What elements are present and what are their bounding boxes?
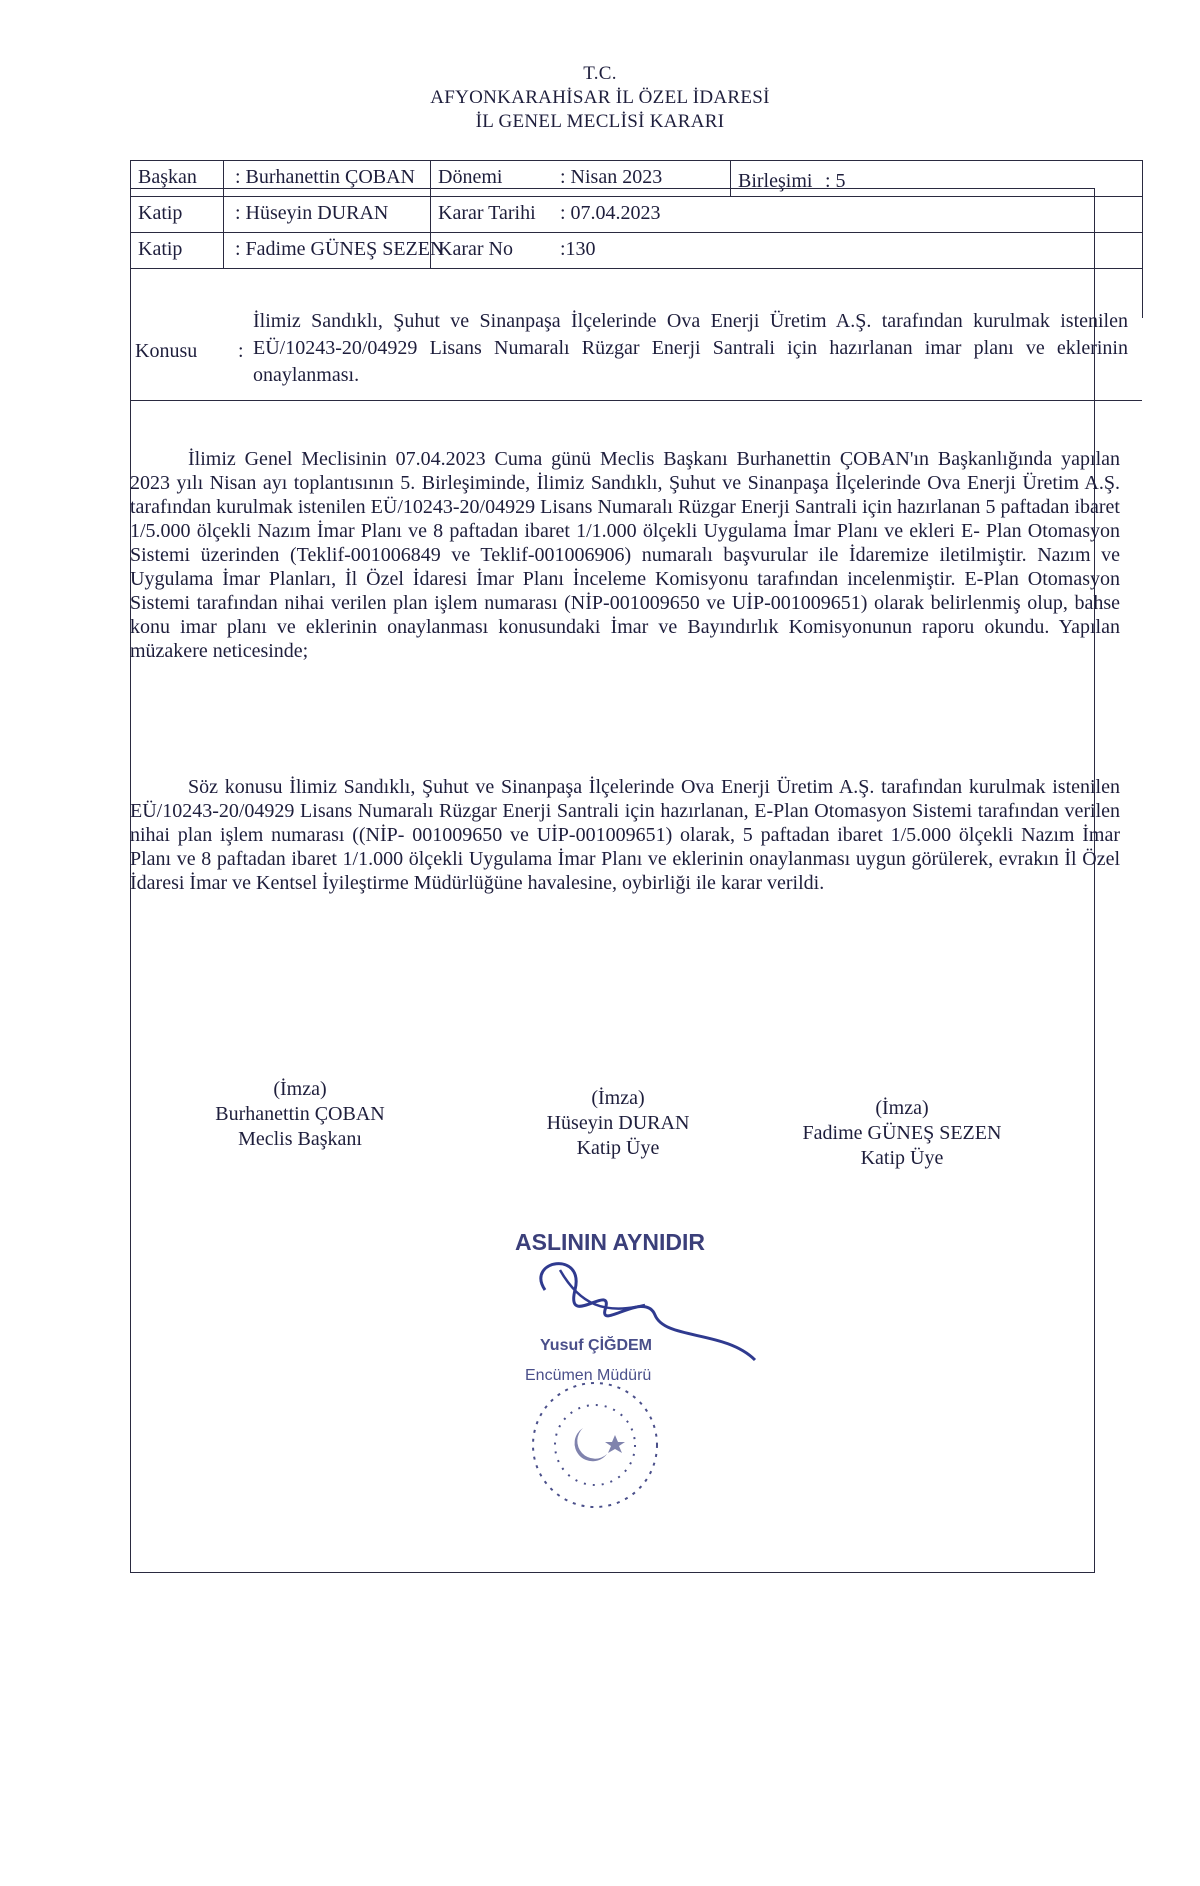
signature-name: Fadime GÜNEŞ SEZEN xyxy=(802,1122,1002,1144)
katip2-label: Katip xyxy=(138,238,183,260)
signature-name: Burhanettin ÇOBAN xyxy=(215,1103,385,1125)
signature-title: Meclis Başkanı xyxy=(238,1128,362,1150)
donem-label: Dönemi xyxy=(438,166,503,188)
header-tc: T.C. xyxy=(583,63,617,84)
karar-no-value: :130 xyxy=(560,238,596,260)
body-paragraph-2: Söz konusu İlimiz Sandıklı, Şuhut ve Sinanpaşa İlçelerinde Ova Enerji Üretim A.Ş. tarafından kurulmak istenilen EÜ/10243-20/04929 Lisans Numaralı Rüzgar Enerji Santrali için hazırlanan, E-Plan Otomasyon Sistemi tarafından verilen nihai plan işlem numarası ((NİP- 001009650 ve UİP-001009651) olarak, 5 paftadan ibaret 1/5.000 ölçekli Nazım İmar Planı ve 8 paftadan ibaret 1/1.000 ölçekli Uygulama İmar Planı ve eklerinin onaylanması uygun görülerek, evrakın İl Özel İdaresi İmar ve Kentsel İyileştirme Müdürlüğüne havalesine, oybirliği ile karar verildi. xyxy=(130,776,1120,894)
header-decision-title: İL GENEL MECLİSİ KARARI xyxy=(475,111,725,132)
baskan-value: : Burhanettin ÇOBAN xyxy=(235,166,415,188)
info-row-katip2 xyxy=(130,232,1142,269)
konusu-colon: : xyxy=(238,340,244,362)
birlesim-label: Birleşimi xyxy=(738,170,813,192)
donem-value: : Nisan 2023 xyxy=(560,166,663,188)
signature-imza: (İmza) xyxy=(273,1078,327,1100)
signature-name: Hüseyin DURAN xyxy=(546,1112,690,1134)
karar-tarihi-label: Karar Tarihi xyxy=(438,202,536,224)
baskan-label: Başkan xyxy=(138,166,197,188)
signature-katip-2 xyxy=(757,1096,1047,1171)
katip1-value: : Hüseyin DURAN xyxy=(235,202,389,224)
signature-baskan xyxy=(180,1077,420,1152)
katip1-label: Katip xyxy=(138,202,183,224)
konusu-text: İlimiz Sandıklı, Şuhut ve Sinanpaşa İlçelerinde Ova Enerji Üretim A.Ş. tarafından kurulmak istenilen EÜ/10243-20/04929 Lisans Numaralı Rüzgar Enerji Santrali için hazırlanan imar planı ve eklerinin onaylanması. xyxy=(253,310,1128,386)
stamp-line3: Encümen Müdürü xyxy=(525,1367,652,1384)
stamp-seal xyxy=(533,1383,657,1507)
signature-imza: (İmza) xyxy=(591,1087,645,1109)
info-row-baskan xyxy=(130,160,1142,197)
birlesim-value: : 5 xyxy=(825,170,846,192)
stamp-line1: ASLININ AYNIDIR xyxy=(515,1229,705,1255)
signature-title: Katip Üye xyxy=(576,1137,660,1159)
signature-imza: (İmza) xyxy=(875,1097,929,1119)
certification-stamp xyxy=(505,1220,765,1510)
info-row-katip1 xyxy=(130,196,1142,233)
stamp-line2: Yusuf ÇİĞDEM xyxy=(540,1337,653,1354)
konusu-label: Konusu xyxy=(135,340,198,362)
katip2-value: : Fadime GÜNEŞ SEZEN xyxy=(235,238,445,260)
signature-title: Katip Üye xyxy=(860,1147,944,1169)
karar-no-label: Karar No xyxy=(438,238,513,260)
document-header xyxy=(0,62,1200,134)
header-institution: AFYONKARAHİSAR İL ÖZEL İDARESİ xyxy=(430,87,770,108)
star-icon xyxy=(605,1435,625,1453)
body-paragraph-1: İlimiz Genel Meclisinin 07.04.2023 Cuma günü Meclis Başkanı Burhanettin ÇOBAN'ın Başkanlığında yapılan 2023 yılı Nisan ayı toplantısının 5. Birleşiminde, İlimiz Sandıklı, Şuhut ve Sinanpaşa İlçelerinde Ova Enerji Üretim A.Ş. tarafından kurulmak istenilen EÜ/10243-20/04929 Lisans Numaralı Rüzgar Enerji Santrali için hazırlanan 5 paftadan ibaret 1/5.000 ölçekli Nazım İmar Planı ve 8 paftadan ibaret 1/1.000 ölçekli Uygulama İmar Planı ve ekleri E- Plan Otomasyon Sistemi üzerinden (Teklif-001006849 ve Teklif-001006906) numaralı başvurular ile İdaremize iletilmiştir. Nazım ve Uygulama İmar Planları, İl Özel İdaresi İmar Planı İnceleme Komisyonu tarafından incelenmiştir. E-Plan Otomasyon Sistemi tarafından nihai verilen plan işlem numarası (NİP-001009650 ve UİP-001009651) olarak belirlenmiş olup, bahse konu imar planı ve eklerinin onaylanması konusundaki İmar ve Bayındırlık Komisyonunun raporu okundu. Yapılan müzakere neticesinde; xyxy=(130,448,1120,662)
signature-katip-1 xyxy=(498,1086,738,1161)
crescent-icon xyxy=(575,1428,607,1461)
konusu-bottom-border xyxy=(130,400,1142,401)
karar-tarihi-value: : 07.04.2023 xyxy=(560,202,661,224)
